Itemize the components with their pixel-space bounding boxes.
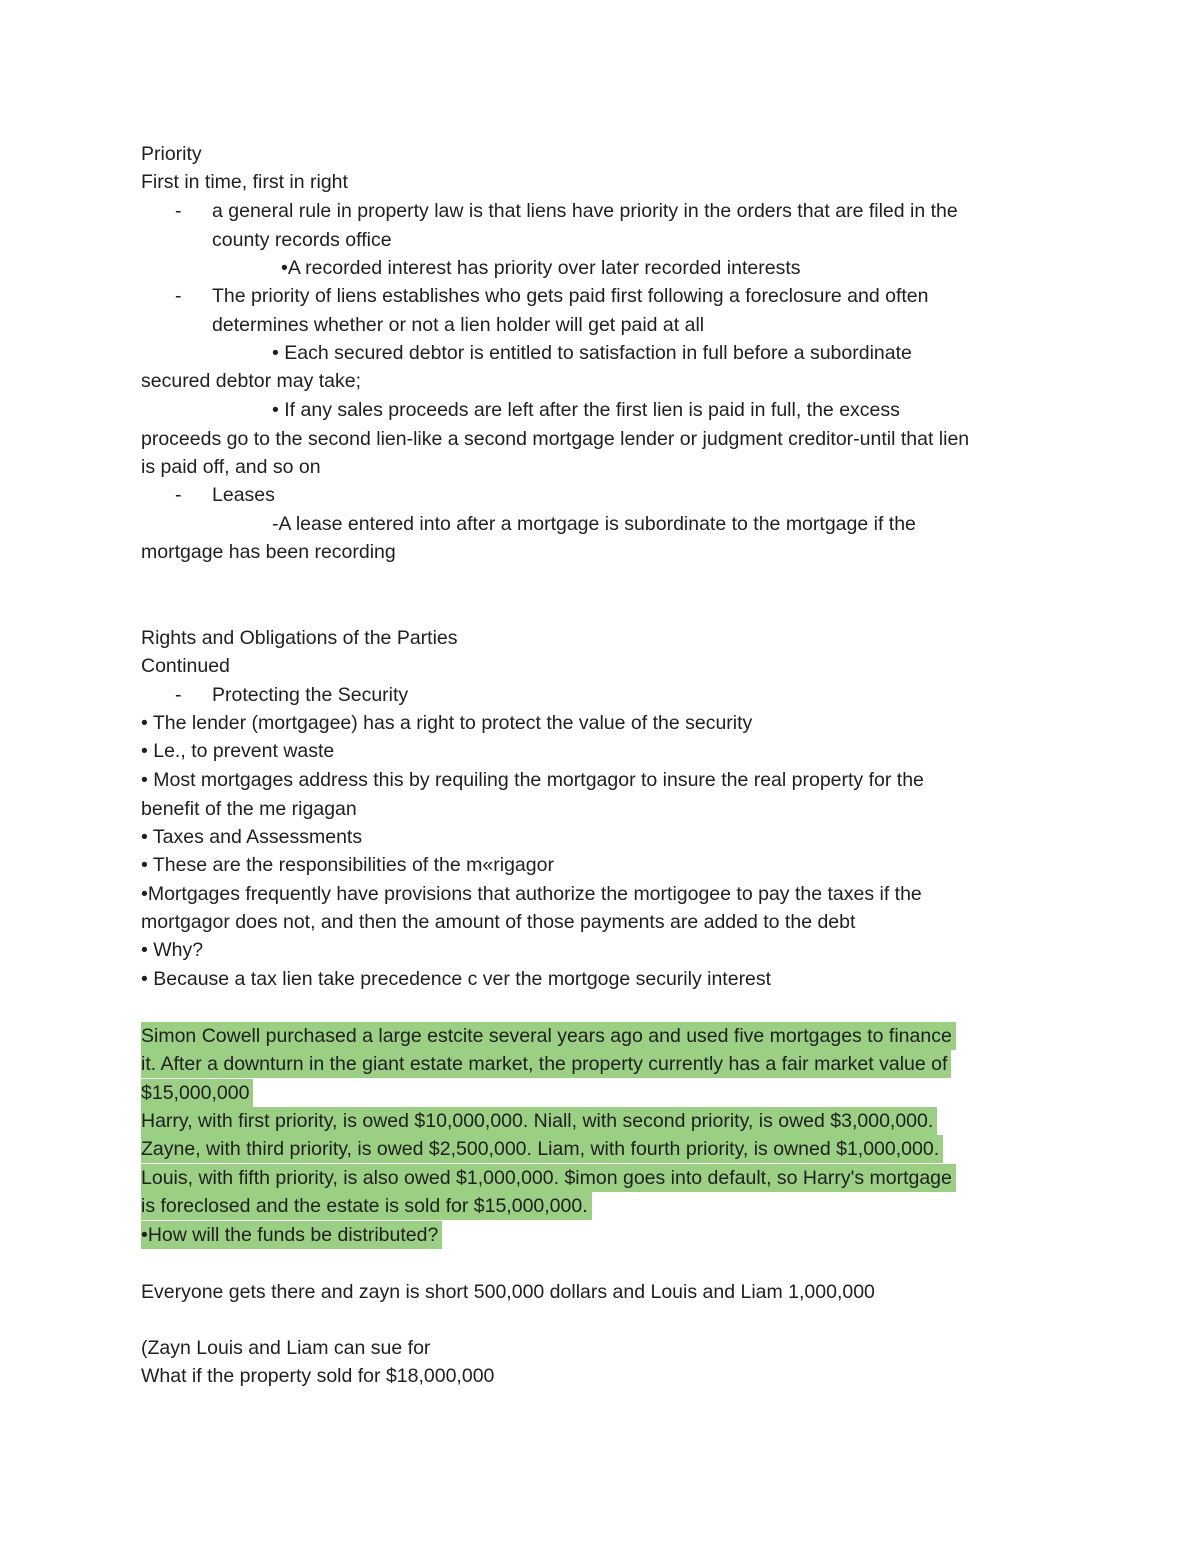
dash-marker: - <box>175 684 182 706</box>
bullet-line: •Mortgages frequently have provisions that authorize the mortigogee to pay the taxes if the <box>141 883 922 905</box>
highlighted-text-line: Harry, with first priority, is owed $10,000,000. Niall, with second priority, is owed $3,000,000. <box>141 1107 937 1135</box>
text-line: benefit of the me rigagan <box>141 798 357 820</box>
text-line: mortgage has been recording <box>141 541 396 563</box>
text-line: mortgagor does not, and then the amount of those payments are added to the debt <box>141 911 856 933</box>
highlighted-text-line: $15,000,000 <box>141 1079 253 1107</box>
highlighted-text-line: Zayne, with third priority, is owed $2,500,000. Liam, with fourth priority, is owned $1,000,000. <box>141 1135 943 1163</box>
highlighted-question: •How will the funds be distributed? <box>141 1221 442 1249</box>
text-line: The priority of liens establishes who gets paid first following a foreclosure and often <box>212 285 929 307</box>
text-line: -A lease entered into after a mortgage is subordinate to the mortgage if the <box>272 513 916 535</box>
subheading-continued: Continued <box>141 655 230 677</box>
bullet-line: • Why? <box>141 939 204 961</box>
answer-line: Everyone gets there and zayn is short 500,000 dollars and Louis and Liam 1,000,000 <box>141 1281 875 1303</box>
bullet-line: • Taxes and Assessments <box>141 826 363 848</box>
bullet-line: • The lender (mortgagee) has a right to protect the value of the security <box>141 712 753 734</box>
text-line: Protecting the Security <box>212 684 409 706</box>
highlighted-text-line: Simon Cowell purchased a large estcite several years ago and used five mortgages to finance <box>141 1022 956 1050</box>
text-line: is paid off, and so on <box>141 456 321 478</box>
text-line: secured debtor may take; <box>141 370 362 392</box>
subheading-first-in-time: First in time, first in right <box>141 171 348 193</box>
bullet-line: • These are the responsibilities of the m«rigagor <box>141 854 554 876</box>
highlighted-text-line: is foreclosed and the estate is sold for $15,000,000. <box>141 1192 592 1220</box>
dash-marker: - <box>175 484 182 506</box>
bullet-line: •A recorded interest has priority over later recorded interests <box>281 257 801 279</box>
bullet-line: • Most mortgages address this by requiling the mortgagor to insure the real property for the <box>141 769 924 791</box>
bullet-line: • Because a tax lien take precedence c ver the mortgoge securily interest <box>141 968 772 990</box>
dash-marker: - <box>175 285 182 307</box>
text-line: a general rule in property law is that liens have priority in the orders that are filed in the <box>212 200 958 222</box>
question-line: What if the property sold for $18,000,000 <box>141 1365 495 1387</box>
highlighted-text-line: it. After a downturn in the giant estate market, the property currently has a fair market value of <box>141 1050 951 1078</box>
text-line-leases: Leases <box>212 484 275 506</box>
text-line: county records office <box>212 229 392 251</box>
dash-marker: - <box>175 200 182 222</box>
bullet-line: • Each secured debtor is entitled to satisfaction in full before a subordinate <box>272 342 912 364</box>
heading-rights-obligations: Rights and Obligations of the Parties <box>141 627 458 649</box>
answer-line: (Zayn Louis and Liam can sue for <box>141 1337 431 1359</box>
highlighted-text-line: Louis, with fifth priority, is also owed $1,000,000. $imon goes into default, so Harry's mortgage <box>141 1164 956 1192</box>
bullet-line: • If any sales proceeds are left after the first lien is paid in full, the excess <box>272 399 900 421</box>
bullet-line: • Le., to prevent waste <box>141 740 335 762</box>
heading-priority: Priority <box>141 143 202 165</box>
text-line: proceeds go to the second lien-like a second mortgage lender or judgment creditor-until that lien <box>141 428 970 450</box>
text-line: determines whether or not a lien holder will get paid at all <box>212 314 705 336</box>
